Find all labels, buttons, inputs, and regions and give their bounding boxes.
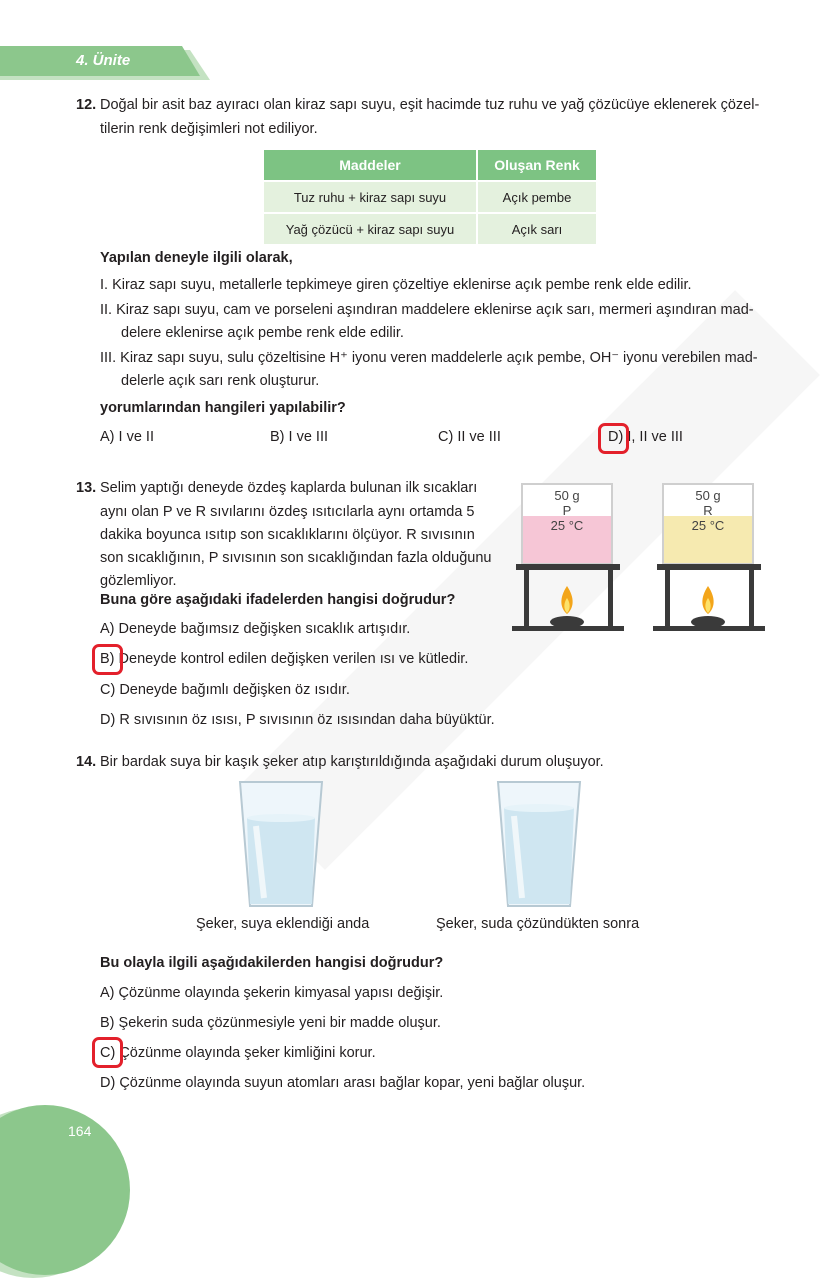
beaker-p-name: P (562, 503, 572, 518)
q13-option-d[interactable]: D) R sıvısının öz ısısı, P sıvısının öz ısısından daha büyüktür. (100, 712, 495, 728)
question-12-prompt: yorumlarından hangileri yapılabilir? (100, 400, 346, 416)
stand-r (653, 564, 765, 631)
unit-label: 4. Ünite (76, 52, 131, 69)
statement-1: I. Kiraz sapı suyu, metallerle tepkimeye giren çözeltiye eklenirse açık pembe renk elde edilir. (100, 277, 692, 293)
q14-option-b[interactable]: B) Şekerin suda çözünmesiyle yeni bir madde oluşur. (100, 1015, 441, 1031)
color-table (264, 150, 598, 244)
caption-before: Şeker, suya eklendiği anda (196, 916, 370, 932)
q13-option-a[interactable]: A) Deneyde bağımsız değişken sıcaklık artışıdır. (100, 621, 411, 637)
q12-option-a[interactable]: A) I ve II (100, 429, 154, 445)
stand-p (512, 564, 624, 631)
table-header-substances: Maddeler (264, 150, 477, 181)
glass-after-figure (494, 778, 584, 912)
table-cell: Tuz ruhu + kiraz sapı suyu (264, 181, 477, 213)
page-number-badge (0, 1105, 130, 1275)
q14-option-c[interactable]: C) Çözünme olayında şeker kimliğini korur. (100, 1045, 376, 1061)
question-13-stem-line1: Selim yaptığı deneyde özdeş kaplarda bulunan ilk sıcakları (100, 480, 478, 496)
statement-2-line2: delere eklenirse açık pembe renk elde edilir. (121, 325, 404, 341)
glass-before-figure (236, 778, 326, 912)
answer-mark-circle (92, 1037, 123, 1068)
table-header-color: Oluşan Renk (477, 150, 597, 181)
question-12-lead: Yapılan deneyle ilgili olarak, (100, 250, 293, 266)
question-13-number: 13. (76, 480, 97, 496)
question-13-prompt: Buna göre aşağıdaki ifadelerden hangisi doğrudur? (100, 592, 456, 608)
q12-option-b[interactable]: B) I ve III (270, 429, 329, 445)
beaker-r (663, 484, 753, 564)
page-number: 164 (68, 1123, 92, 1139)
statement-3-line2: delerle açık sarı renk oluşturur. (121, 373, 320, 389)
caption-after: Şeker, suda çözündükten sonra (436, 916, 640, 932)
q12-option-d[interactable]: D) I, II ve III (608, 429, 683, 445)
q14-option-d[interactable]: D) Çözünme olayında suyun atomları arası bağlar kopar, yeni bağlar oluşur. (100, 1075, 586, 1091)
beaker-p-mass: 50 g (554, 488, 580, 503)
q13-option-b[interactable]: B) Deneyde kontrol edilen değişken verilen ısı ve kütledir. (100, 651, 469, 667)
beaker-p-temp: 25 °C (550, 518, 584, 533)
answer-mark-circle (598, 423, 629, 454)
q13-option-c[interactable]: C) Deneyde bağımlı değişken öz ısıdır. (100, 682, 350, 698)
question-13-stem-line2: aynı olan P ve R sıvılarını özdeş ısıtıcılarla aynı ortamda 5 (100, 504, 475, 520)
statement-2-line1: II. Kiraz sapı suyu, cam ve porseleni aşındıran maddelere eklenirse açık sarı, mermeri aşındıran mad- (100, 302, 754, 318)
q14-option-a[interactable]: A) Çözünme olayında şekerin kimyasal yapısı değişir. (100, 985, 444, 1001)
statement-3-line1: III. Kiraz sapı suyu, sulu çözeltisine H⁺ iyonu veren maddelerle açık pembe, OH⁻ iyonu verebilen mad- (100, 350, 758, 366)
question-13-stem-line5: gözlemliyor. (100, 573, 177, 589)
question-12-stem-line1: Doğal bir asit baz ayıracı olan kiraz sapı suyu, eşit hacimde tuz ruhu ve yağ çözücüye eklenerek çözel- (100, 97, 760, 113)
question-14-stem: Bir bardak suya bir kaşık şeker atıp karıştırıldığında aşağıdaki durum oluşuyor. (100, 754, 604, 770)
question-13-stem-line3: dakika boyunca ısıtıp son sıcaklıklarını ölçüyor. R sıvısının (100, 527, 475, 543)
question-13-stem-line4: son sıcaklığının, P sıvısının son sıcaklığından fazla olduğunu (100, 550, 492, 566)
beaker-r-name: R (703, 503, 713, 518)
table-row (264, 181, 597, 213)
heating-setup-figure (510, 476, 770, 636)
question-12-number: 12. (76, 97, 97, 113)
beaker-p (522, 484, 612, 564)
table-cell: Açık sarı (477, 213, 597, 244)
table-cell: Açık pembe (477, 181, 597, 213)
question-14-prompt: Bu olayla ilgili aşağıdakilerden hangisi doğrudur? (100, 955, 444, 971)
q12-option-c[interactable]: C) II ve III (438, 429, 501, 445)
table-cell: Yağ çözücü + kiraz sapı suyu (264, 213, 477, 244)
beaker-r-temp: 25 °C (691, 518, 725, 533)
beaker-r-mass: 50 g (695, 488, 721, 503)
question-12-stem-line2: tilerin renk değişimleri not ediliyor. (100, 121, 318, 137)
answer-mark-circle (92, 644, 123, 675)
question-14-number: 14. (76, 754, 97, 770)
table-row (264, 213, 597, 244)
